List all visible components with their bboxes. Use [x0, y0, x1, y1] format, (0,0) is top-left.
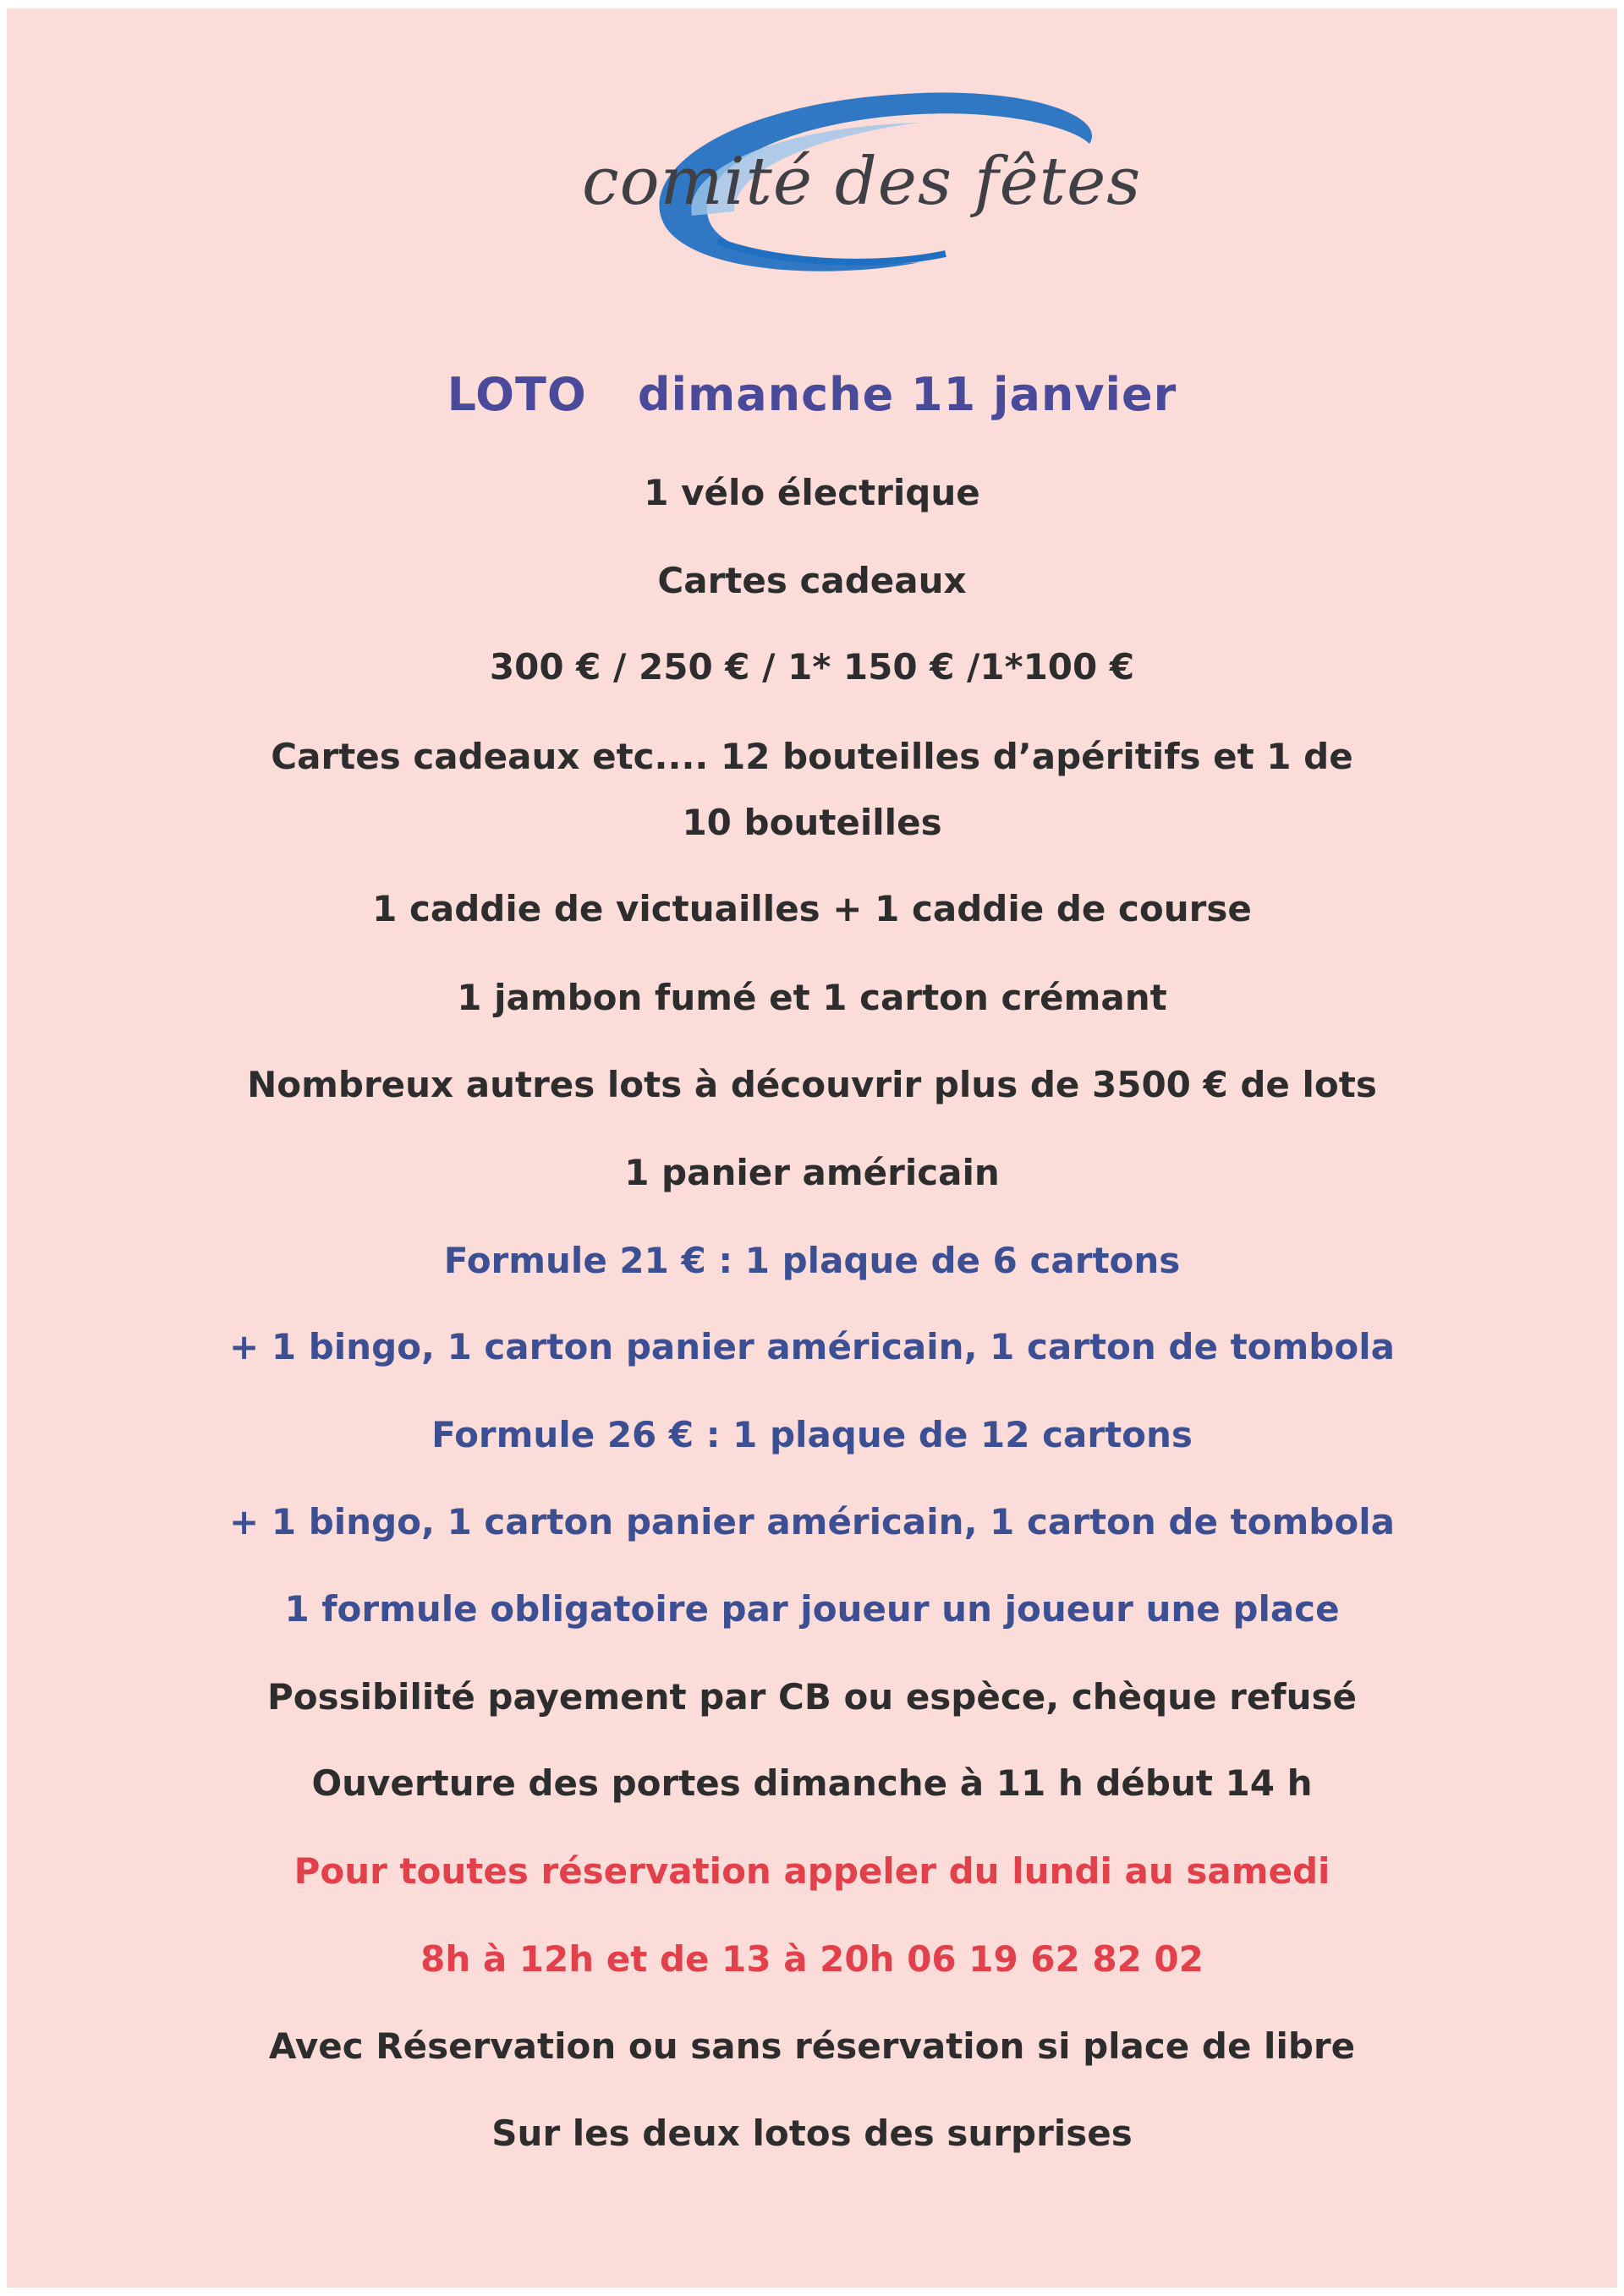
- prize-line-caddie: 1 caddie de victuailles + 1 caddie de course: [372, 888, 1252, 929]
- prize-line-panier: 1 panier américain: [624, 1152, 1000, 1193]
- opening-info: Ouverture des portes dimanche à 11 h début 14 h: [311, 1762, 1313, 1804]
- reservation-hours-phone: 8h à 12h et de 13 à 20h 06 19 62 82 02: [420, 1938, 1204, 1980]
- prize-line-bouteilles-cont: 10 bouteilles: [682, 802, 942, 843]
- prize-line-jambon: 1 jambon fumé et 1 carton crémant: [457, 977, 1167, 1018]
- payment-info: Possibilité payement par CB ou espèce, chèque refusé: [266, 1676, 1358, 1718]
- prize-line-amounts: 300 € / 250 € / 1* 150 € /1*100 €: [489, 646, 1135, 688]
- formula-26-extra: + 1 bingo, 1 carton panier américain, 1 carton de tombola: [229, 1501, 1395, 1543]
- prize-line-cartes: Cartes cadeaux: [657, 560, 967, 601]
- footer-reservation: Avec Réservation ou sans réservation si place de libre: [268, 2025, 1356, 2067]
- prize-line-autres-lots: Nombreux autres lots à découvrir plus de 3500 € de lots: [247, 1064, 1377, 1105]
- prize-line-bouteilles: Cartes cadeaux etc.... 12 bouteilles d’apéritifs et 1 de: [271, 736, 1353, 777]
- reservation-line: Pour toutes réservation appeler du lundi au samedi: [294, 1850, 1330, 1892]
- footer-surprises: Sur les deux lotos des surprises: [491, 2112, 1133, 2154]
- formula-26: Formule 26 € : 1 plaque de 12 cartons: [431, 1414, 1193, 1455]
- title-date: dimanche 11 janvier: [637, 368, 1177, 421]
- title-loto: LOTO: [447, 368, 587, 421]
- flyer-page: [7, 8, 1617, 2288]
- formula-21: Formule 21 € : 1 plaque de 6 cartons: [443, 1240, 1181, 1281]
- formula-rule: 1 formule obligatoire par joueur un joueur une place: [284, 1588, 1340, 1630]
- formula-21-extra: + 1 bingo, 1 carton panier américain, 1 carton de tombola: [229, 1326, 1395, 1367]
- logo-text: comité des fêtes: [582, 144, 1142, 220]
- prize-line-velo: 1 vélo électrique: [644, 472, 980, 513]
- event-title: [7, 368, 1617, 421]
